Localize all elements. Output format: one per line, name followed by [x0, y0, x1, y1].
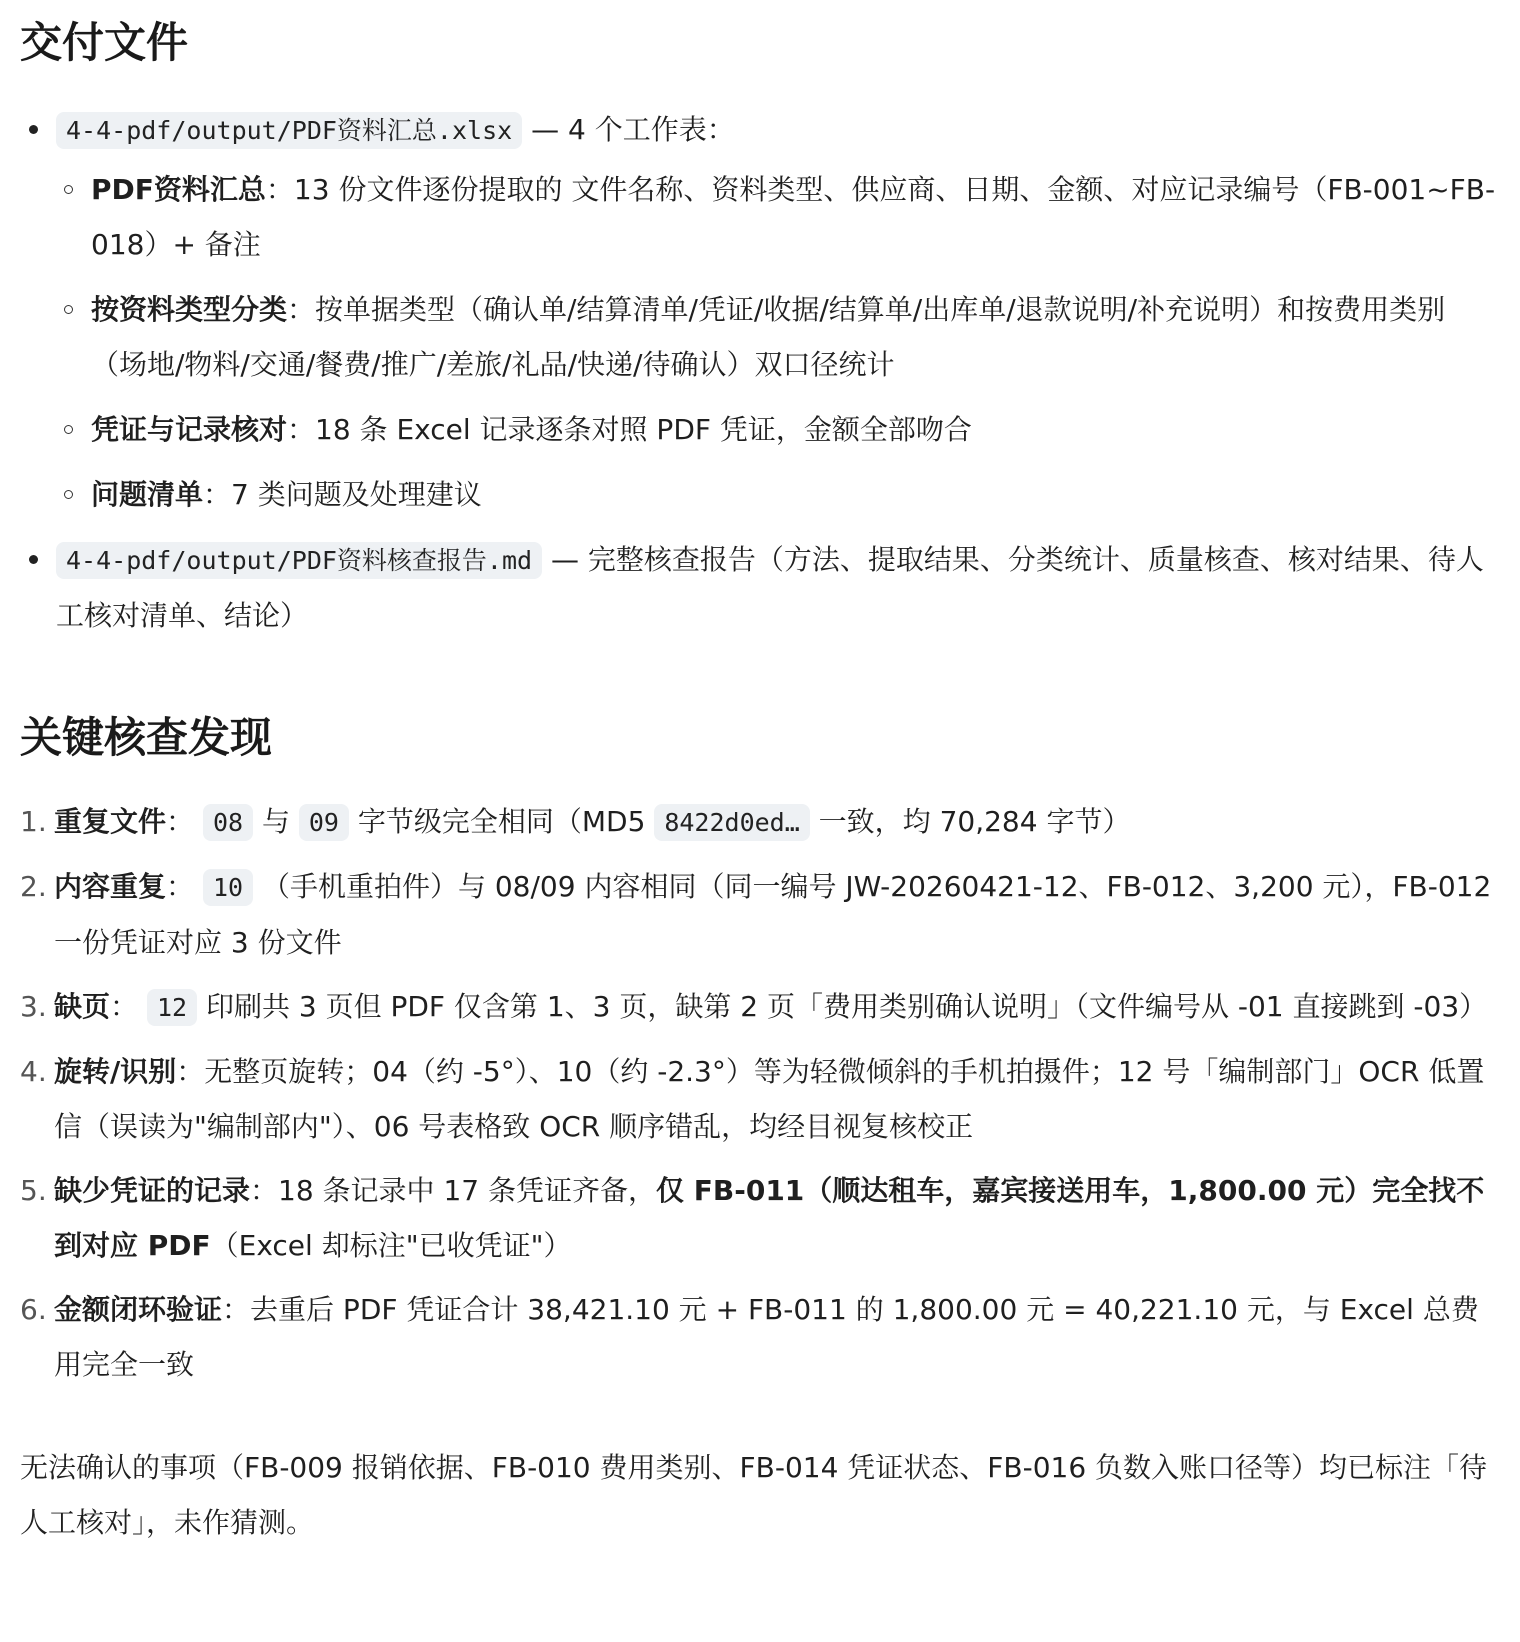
item-label: 问题清单	[91, 478, 204, 512]
item-text: 与	[253, 804, 299, 838]
item-label: PDF资料汇总	[91, 173, 266, 207]
item-number: 3.	[20, 989, 47, 1023]
item-separator: ：	[287, 293, 316, 327]
item-label: 旋转/识别	[54, 1054, 177, 1088]
item-label: 缺少凭证的记录	[54, 1173, 251, 1207]
item-number: 2.	[20, 869, 47, 903]
item-text: 印刷共 3 页但 PDF 仅含第 1、3 页，缺第 2 页「费用类别确认说明」（文件编号从 -01 直接跳到 -03）	[197, 989, 1488, 1023]
sheet-list	[56, 162, 1500, 522]
item-text: 一致，均 70,284 字节）	[809, 804, 1131, 838]
item-text: 18 条 Excel 记录逐条对照 PDF 凭证，金额全部吻合	[315, 413, 972, 447]
item-label: 金额闭环验证	[54, 1292, 223, 1326]
finding-item	[20, 1282, 1500, 1392]
item-text: 13 份文件逐份提取的 文件名称、资料类型、供应商、日期、金额、对应记录编号（FB-001~FB-018）+ 备注	[91, 173, 1496, 262]
file-number-code: 09	[299, 804, 349, 841]
list-item	[56, 282, 1500, 392]
file-path-code: 4-4-pdf/output/PDF资料汇总.xlsx	[56, 112, 522, 149]
item-label: 内容重复	[54, 869, 167, 903]
item-emphasis: 仅 FB-011（顺达租车，嘉宾接送用车，1,800.00 元）完全找不到对应 PDF	[54, 1173, 1485, 1262]
item-text: 7 类问题及处理建议	[231, 478, 482, 512]
finding-item	[20, 794, 1500, 850]
list-item	[56, 467, 1500, 522]
item-number: 5.	[20, 1173, 47, 1207]
finding-item	[20, 1044, 1500, 1154]
item-separator: ：	[110, 989, 139, 1023]
finding-item	[20, 859, 1500, 970]
item-text: 字节级完全相同（MD5	[348, 804, 655, 838]
item-separator: ：	[287, 413, 316, 447]
item-label: 缺页	[54, 989, 111, 1023]
closing-note: 无法确认的事项（FB-009 报销依据、FB-010 费用类别、FB-014 凭证状态、FB-016 负数入账口径等）均已标注「待人工核对」，未作猜测。	[20, 1450, 1488, 1539]
item-label: 按资料类型分类	[91, 293, 288, 327]
file-path-code: 4-4-pdf/output/PDF资料核查报告.md	[56, 542, 542, 579]
item-separator: ：	[222, 1292, 251, 1326]
file-number-code: 08	[203, 804, 253, 841]
list-item	[20, 532, 1500, 643]
md5-code: 8422d0ed…	[654, 804, 809, 841]
item-text: 18 条记录中 17 条凭证齐备，	[278, 1173, 656, 1207]
item-separator: ：	[203, 478, 232, 512]
list-item-text: — 4 个工作表：	[522, 113, 735, 147]
list-item	[56, 402, 1500, 457]
list-item	[56, 162, 1500, 272]
section-heading-deliverables: 交付文件	[20, 18, 189, 67]
item-separator: ：	[176, 1054, 205, 1088]
finding-item	[20, 1163, 1500, 1273]
section-heading-findings: 关键核查发现	[20, 713, 273, 763]
file-number-code: 12	[147, 989, 197, 1026]
item-text: 去重后 PDF 凭证合计 38,421.10 元 + FB-011 的 1,800.00 元 = 40,221.10 元，与 Excel 总费用完全一致	[54, 1292, 1479, 1381]
item-label: 重复文件	[54, 804, 167, 838]
findings-list	[20, 794, 1500, 1392]
file-number-code: 10	[203, 869, 253, 906]
item-text: （Excel 却标注"已收凭证"）	[210, 1228, 572, 1262]
item-text: 按单据类型（确认单/结算清单/凭证/收据/结算单/出库单/退款说明/补充说明）和按费用类别（场地/物料/交通/餐费/推广/差旅/礼品/快递/待确认）双口径统计	[91, 293, 1446, 382]
item-label: 凭证与记录核对	[91, 413, 288, 447]
item-separator: ：	[265, 173, 294, 207]
item-text: 无整页旋转；04（约 -5°）、10（约 -2.3°）等为轻微倾斜的手机拍摄件；12 号「编制部门」OCR 低置信（误读为"编制部内"）、06 号表格致 OCR 顺序错乱，均经目视复核校正	[54, 1054, 1485, 1143]
list-item-text: — 完整核查报告（方法、提取结果、分类统计、质量核查、核对结果、待人工核对清单、结论）	[56, 543, 1484, 633]
item-separator: ：	[166, 869, 195, 903]
item-separator: ：	[166, 804, 195, 838]
item-separator: ：	[250, 1173, 279, 1207]
finding-item	[20, 979, 1500, 1035]
deliverables-list	[20, 102, 1500, 643]
item-text: （手机重拍件）与 08/09 内容相同（同一编号 JW-20260421-12、FB-012、3,200 元），FB-012 一份凭证对应 3 份文件	[54, 869, 1492, 959]
list-item	[20, 102, 1500, 522]
item-number: 1.	[20, 804, 47, 838]
item-number: 6.	[20, 1292, 47, 1326]
item-number: 4.	[20, 1054, 47, 1088]
